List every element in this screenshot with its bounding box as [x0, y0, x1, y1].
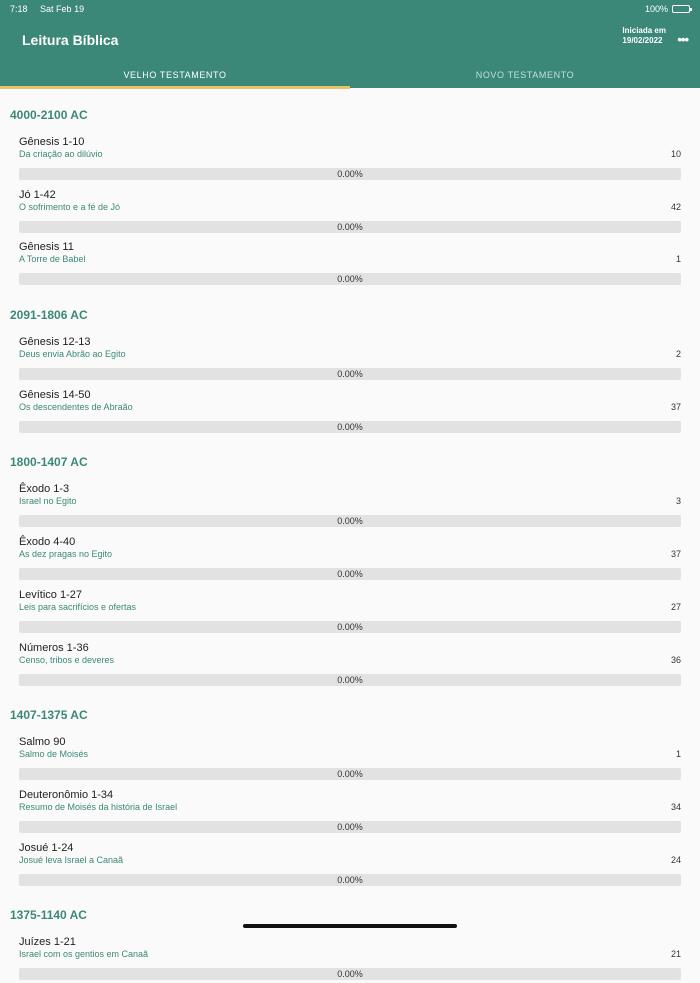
- chapter-count: 27: [670, 601, 681, 612]
- status-bar: [0, 0, 700, 18]
- progress-bar: [19, 768, 681, 780]
- reading-name: Gênesis 14-50: [19, 388, 91, 401]
- chapter-count: 3: [675, 496, 681, 507]
- reading-name: Gênesis 11: [19, 241, 74, 254]
- progress-bar: [19, 168, 681, 180]
- reading-description: Josué leva Israel a Canaã: [19, 854, 124, 865]
- chapter-count: 1: [675, 254, 681, 265]
- progress-percent: 0.00%: [337, 874, 363, 885]
- reading-name: Gênesis 12-13: [19, 336, 91, 349]
- battery-icon: [672, 5, 690, 13]
- status-date: Sat Feb 19: [40, 4, 85, 14]
- reading-description: Resumo de Moisés da história de Israel: [19, 801, 178, 812]
- progress-percent: 0.00%: [337, 769, 363, 780]
- more-options-icon[interactable]: •••: [677, 32, 688, 47]
- started-info: [622, 26, 666, 46]
- progress-percent: 0.00%: [337, 169, 363, 179]
- home-indicator[interactable]: [243, 924, 457, 928]
- chapter-count: 21: [670, 949, 681, 960]
- progress-bar: [19, 221, 681, 233]
- reading-item[interactable]: [0, 477, 700, 530]
- reading-item[interactable]: [0, 235, 700, 288]
- progress-percent: 0.00%: [337, 369, 363, 380]
- chapter-count: 2: [675, 349, 681, 360]
- reading-name: Josué 1-24: [19, 841, 74, 854]
- reading-item[interactable]: [0, 130, 700, 183]
- chapter-count: 37: [670, 401, 681, 412]
- progress-percent: 0.00%: [337, 421, 363, 432]
- progress-percent: 0.00%: [337, 516, 363, 527]
- tab-old-testament[interactable]: VELHO TESTAMENTO: [0, 62, 350, 88]
- progress-percent: 0.00%: [337, 221, 363, 232]
- section-title: 4000-2100 AC: [10, 108, 88, 122]
- chapter-count: 1: [675, 749, 681, 760]
- reading-description: Os descendentes de Abraão: [19, 401, 133, 412]
- reading-name: Juízes 1-21: [19, 936, 76, 949]
- reading-name: Êxodo 4-40: [19, 536, 76, 549]
- reading-name: Números 1-36: [19, 641, 89, 654]
- section-title: 1375-1140 AC: [10, 908, 87, 923]
- battery-percent: 100%: [644, 4, 668, 14]
- started-date: 19/02/2022: [622, 36, 663, 45]
- reading-item[interactable]: [0, 930, 700, 983]
- chapter-count: 24: [670, 854, 681, 865]
- reading-item[interactable]: [0, 636, 700, 689]
- chapter-count: 34: [670, 801, 681, 812]
- reading-item[interactable]: [0, 383, 700, 436]
- progress-percent: 0.00%: [337, 821, 363, 832]
- reading-description: Israel com os gentios em Canaã: [19, 949, 149, 960]
- reading-description: Da criação ao dilúvio: [19, 149, 103, 159]
- app-bar: [0, 18, 700, 62]
- chapter-count: 37: [670, 549, 681, 560]
- reading-name: Gênesis 1-10: [19, 136, 85, 148]
- reading-item[interactable]: [0, 583, 700, 636]
- status-time: 7:18: [10, 4, 28, 14]
- chapter-count: 42: [670, 201, 681, 212]
- reading-description: A Torre de Babel: [19, 254, 86, 265]
- reading-description: Salmo de Moisés: [19, 749, 89, 760]
- reading-name: Levítico 1-27: [19, 588, 82, 601]
- progress-percent: 0.00%: [337, 569, 363, 580]
- progress-bar: [19, 568, 681, 580]
- progress-percent: 0.00%: [337, 621, 363, 632]
- reading-description: As dez pragas no Egito: [19, 549, 113, 560]
- reading-item[interactable]: [0, 330, 700, 383]
- reading-item[interactable]: [0, 183, 700, 236]
- progress-bar: [19, 968, 681, 980]
- progress-percent: 0.00%: [337, 969, 363, 980]
- reading-name: Deuteronômio 1-34: [19, 788, 114, 801]
- reading-name: Salmo 90: [19, 736, 66, 749]
- progress-bar: [19, 421, 681, 433]
- app-title: Leitura Bíblica: [22, 32, 119, 48]
- progress-bar: [19, 874, 681, 886]
- testament-tabs: [0, 62, 700, 88]
- reading-description: Israel no Egito: [19, 496, 77, 507]
- section-title: 1407-1375 AC: [10, 708, 88, 723]
- reading-item[interactable]: [0, 783, 700, 836]
- progress-percent: 0.00%: [337, 274, 363, 285]
- tab-new-testament[interactable]: NOVO TESTAMENTO: [475, 70, 575, 80]
- reading-name: Êxodo 1-3: [19, 483, 70, 496]
- top-bar: [0, 0, 700, 88]
- section-title: 2091-1806 AC: [10, 308, 88, 323]
- progress-bar: [19, 273, 681, 285]
- started-label: Iniciada em: [622, 26, 666, 35]
- reading-item[interactable]: [0, 730, 700, 783]
- reading-description: Censo, tribos e deveres: [19, 654, 115, 665]
- section-title: 1800-1407 AC: [10, 455, 88, 470]
- chapter-count: 36: [670, 654, 681, 665]
- progress-bar: [19, 621, 681, 633]
- progress-bar: [19, 515, 681, 527]
- progress-bar: [19, 368, 681, 380]
- reading-item[interactable]: [0, 530, 700, 583]
- reading-description: Deus envia Abrão ao Egito: [19, 349, 126, 360]
- reading-description: O sofrimento e a fé de Jó: [19, 201, 121, 212]
- reading-description: Leis para sacrifícios e ofertas: [19, 601, 137, 612]
- progress-bar: [19, 821, 681, 833]
- progress-bar: [19, 674, 681, 686]
- chapter-count: 10: [670, 149, 681, 159]
- reading-list: [0, 88, 700, 983]
- progress-percent: 0.00%: [337, 674, 363, 685]
- reading-name: Jó 1-42: [19, 188, 56, 201]
- reading-item[interactable]: [0, 836, 700, 889]
